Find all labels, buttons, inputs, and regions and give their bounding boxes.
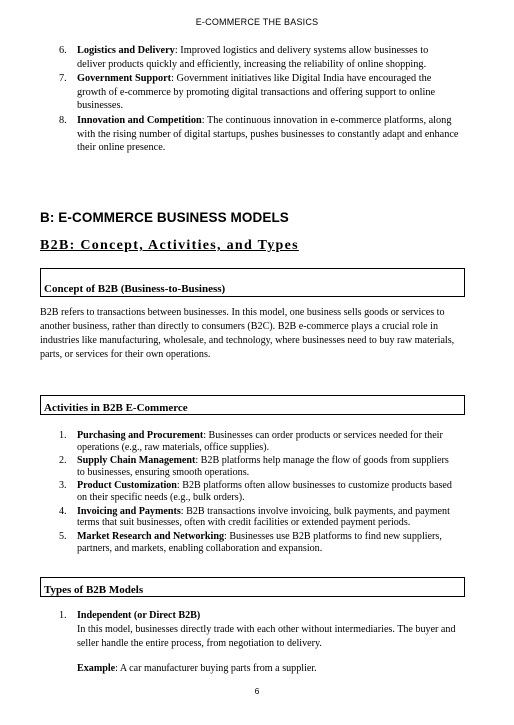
item-number: 5. xyxy=(59,530,67,542)
example-line xyxy=(77,662,464,676)
item-number: 4. xyxy=(59,505,67,517)
list-item xyxy=(59,480,459,504)
item-number: 3. xyxy=(59,480,67,492)
activities-heading-box: Activities in B2B E-Commerce xyxy=(40,395,465,415)
item-term: Innovation and Competition xyxy=(77,114,202,126)
page-number: 6 xyxy=(254,686,260,696)
item-text: : B2B transactions involve invoicing, bulk payments, and payment terms that suit businesses, often with credit facilities or extended payment periods. xyxy=(77,505,450,529)
list-item xyxy=(59,531,459,555)
item-number: 6. xyxy=(59,45,67,56)
item-text: : Improved logistics and delivery systems allow businesses to deliver products quickly and efficiently, increasing the reliability of online shopping. xyxy=(77,45,429,70)
running-header: E-COMMERCE THE BASICS xyxy=(195,17,319,27)
item-text: : B2B platforms often allow businesses to customize products based on their specific needs (e.g., bulk orders). xyxy=(77,480,452,504)
item-term: Government Support xyxy=(77,73,172,85)
item-term: Market Research and Networking xyxy=(77,530,224,542)
item-number: 8. xyxy=(59,114,67,126)
item-term: Purchasing and Procurement xyxy=(77,430,204,441)
list-item xyxy=(59,506,459,530)
item-text: : Government initiatives like Digital India have encouraged the growth of e-commerce by promoting digital transactions and offering support to online businesses. xyxy=(77,73,436,112)
list-item xyxy=(59,44,459,71)
list-item xyxy=(59,114,459,155)
item-text: : The continuous innovation in e-commerce platforms, along with the rising number of digital startups, pushes businesses to constantly adapt and enhance their online presence. xyxy=(77,114,459,154)
activities-numbered-list xyxy=(59,430,459,556)
subsection-heading: B2B: Concept, Activities, and Types xyxy=(40,238,299,253)
list-item xyxy=(59,430,459,454)
item-text: : B2B platforms help manage the flow of goods from suppliers to businesses, ensuring smooth operations. xyxy=(77,455,449,478)
intro-numbered-list xyxy=(59,44,459,156)
item-term: Invoicing and Payments xyxy=(77,505,181,517)
list-item xyxy=(59,72,459,113)
section-heading: B: E-COMMERCE BUSINESS MODELS xyxy=(40,210,289,225)
item-text: In this model, businesses directly trade with each other without intermediaries. The buyer and seller handle the entire process, from negotiation to delivery. xyxy=(77,624,456,649)
types-numbered-list xyxy=(59,609,464,676)
example-text: : A car manufacturer buying parts from a supplier. xyxy=(115,663,317,674)
item-term: Logistics and Delivery xyxy=(77,45,175,56)
item-number: 7. xyxy=(59,73,67,85)
item-term: Product Customization xyxy=(77,480,177,492)
types-heading-box: Types of B2B Models xyxy=(40,577,465,597)
example-label: Example xyxy=(77,663,116,674)
item-text: : Businesses use B2B platforms to find new suppliers, partners, and markets, enabling collaboration and expansion. xyxy=(77,530,442,554)
item-term: Supply Chain Management xyxy=(77,455,196,467)
item-term: Independent (or Direct B2B) xyxy=(77,610,201,621)
item-number: 1. xyxy=(59,430,67,441)
concept-heading-box: Concept of B2B (Business-to-Business) xyxy=(40,268,465,297)
item-text: : Businesses can order products or services needed for their operations (e.g., raw materials, office supplies). xyxy=(77,430,443,453)
item-number: 1. xyxy=(59,610,67,621)
concept-paragraph: B2B refers to transactions between businesses. In this model, one business sells goods or services to another business, rather than directly to consumers (B2C). B2B e-commerce plays a crucial role in industries like manufacturing, wholesale, and technology, where businesses need to buy raw materials, parts, or services for their own operations. xyxy=(40,307,455,360)
list-item xyxy=(59,609,464,676)
item-number: 2. xyxy=(59,455,67,467)
list-item xyxy=(59,455,459,479)
